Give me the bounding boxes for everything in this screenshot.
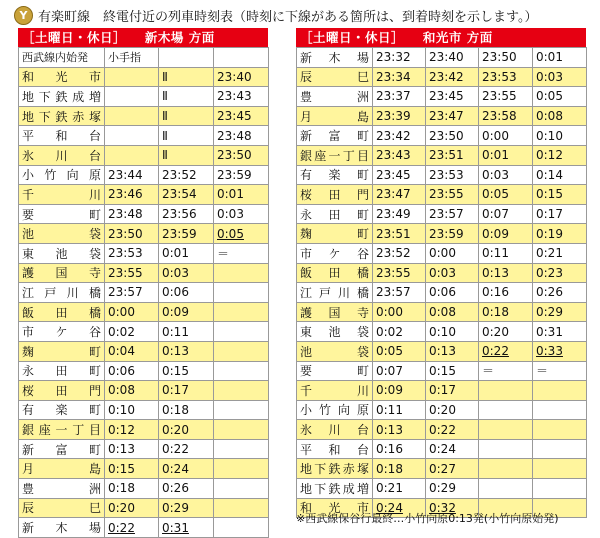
page-title: 有楽町線 終電付近の列車時刻表（時刻に下線がある箇所は、到着時刻を示します。） [38, 9, 538, 25]
timetable-row [297, 185, 587, 205]
departure-time: 23:55 [373, 263, 426, 283]
departure-time: 0:09 [159, 302, 214, 322]
departure-time [214, 361, 269, 381]
timetable-row [19, 400, 269, 420]
station-name: 銀座一丁目 [297, 145, 373, 165]
station-name: 有楽町 [19, 400, 105, 420]
departure-time: 23:45 [426, 87, 479, 107]
station-name: 平和台 [19, 126, 105, 146]
departure-time: 23:39 [373, 106, 426, 126]
departure-time: 0:07 [373, 361, 426, 381]
departure-time [533, 439, 587, 459]
timetable-row [19, 145, 269, 165]
departure-time: 23:53 [105, 243, 159, 263]
departure-time [105, 145, 159, 165]
station-name: 辰巳 [297, 67, 373, 87]
departure-time: 0:27 [426, 459, 479, 479]
departure-time: 0:09 [373, 381, 426, 401]
timetable-row [297, 67, 587, 87]
departure-time: 0:12 [105, 420, 159, 440]
departure-time [479, 400, 533, 420]
departure-time: 0:21 [533, 243, 587, 263]
departure-time: 23:42 [426, 67, 479, 87]
station-name: 護国寺 [297, 302, 373, 322]
departure-time: 0:18 [159, 400, 214, 420]
departure-time: 23:58 [479, 106, 533, 126]
station-name: 地下鉄成増 [19, 87, 105, 107]
right-panel-header [296, 28, 586, 47]
timetable-row [19, 341, 269, 361]
departure-time: 23:40 [426, 48, 479, 68]
departure-time: 0:08 [533, 106, 587, 126]
timetable-row [19, 165, 269, 185]
departure-time [479, 439, 533, 459]
station-name: 飯田橋 [19, 302, 105, 322]
departure-time [214, 498, 269, 518]
departure-time: 0:17 [159, 381, 214, 401]
departure-time [533, 420, 587, 440]
departure-time [479, 420, 533, 440]
departure-time: 0:24 [373, 498, 426, 518]
timetable-row [19, 498, 269, 518]
departure-time: 0:12 [533, 145, 587, 165]
station-name: 飯田橋 [297, 263, 373, 283]
departure-time: 0:03 [533, 67, 587, 87]
timetable-row [297, 48, 587, 68]
departure-time: 0:15 [159, 361, 214, 381]
station-name: 豊洲 [297, 87, 373, 107]
timetable-row [297, 204, 587, 224]
departure-time [533, 459, 587, 479]
timetable-row [297, 381, 587, 401]
departure-time: 23:57 [105, 283, 159, 303]
departure-time: 0:19 [533, 224, 587, 244]
subheader-cell [214, 48, 269, 68]
left-direction-label: 新木場 方面 [144, 30, 215, 45]
station-name: 東池袋 [297, 322, 373, 342]
station-name: 市ケ谷 [297, 243, 373, 263]
timetable-row [297, 87, 587, 107]
departure-time: 0:07 [479, 204, 533, 224]
timetable-row [19, 185, 269, 205]
departure-time: 23:53 [479, 67, 533, 87]
station-name: 市ケ谷 [19, 322, 105, 342]
timetable-row [297, 322, 587, 342]
station-name: 護国寺 [19, 263, 105, 283]
departure-time [214, 459, 269, 479]
departure-time: 23:52 [373, 243, 426, 263]
departure-time: 0:20 [105, 498, 159, 518]
departure-time: 0:22 [479, 341, 533, 361]
departure-time: 0:05 [533, 87, 587, 107]
departure-time: 0:13 [373, 420, 426, 440]
departure-time: 0:20 [426, 400, 479, 420]
departure-time: 0:06 [159, 283, 214, 303]
station-name: 月島 [19, 459, 105, 479]
timetable-row [297, 479, 587, 499]
station-name: 豊洲 [19, 479, 105, 499]
subheader-cell [159, 48, 214, 68]
departure-time: 0:11 [159, 322, 214, 342]
station-name: 永田町 [19, 361, 105, 381]
departure-time [479, 479, 533, 499]
departure-time: 0:08 [105, 381, 159, 401]
departure-time: 0:01 [214, 185, 269, 205]
departure-time [105, 87, 159, 107]
departure-time: 0:01 [159, 243, 214, 263]
station-name: 麹町 [19, 341, 105, 361]
departure-time: 0:21 [373, 479, 426, 499]
departure-time: 23:55 [105, 263, 159, 283]
departure-time: 0:13 [479, 263, 533, 283]
departure-time: 23:32 [373, 48, 426, 68]
left-timetable [18, 47, 269, 538]
timetable-row [19, 243, 269, 263]
timetable-title-bar [14, 4, 537, 26]
departure-time: 0:17 [533, 204, 587, 224]
timetable-row [297, 243, 587, 263]
departure-time: 23:59 [214, 165, 269, 185]
station-name: 要町 [19, 204, 105, 224]
station-name: 麹町 [297, 224, 373, 244]
station-name: 東池袋 [19, 243, 105, 263]
departure-time: 0:08 [426, 302, 479, 322]
departure-time: 0:29 [426, 479, 479, 499]
departure-time: 23:44 [105, 165, 159, 185]
departure-time: 23:47 [426, 106, 479, 126]
timetable-row [19, 361, 269, 381]
timetable-row [297, 224, 587, 244]
station-name: 和光市 [19, 67, 105, 87]
departure-time: 0:15 [105, 459, 159, 479]
departure-time: 0:01 [533, 48, 587, 68]
departure-time: 0:22 [105, 518, 159, 538]
timetable-row [19, 479, 269, 499]
departure-time [214, 381, 269, 401]
timetable-row [297, 283, 587, 303]
departure-time: 0:03 [426, 263, 479, 283]
departure-time: 0:22 [426, 420, 479, 440]
departure-time [214, 322, 269, 342]
timetable-row [297, 341, 587, 361]
departure-time: 23:48 [105, 204, 159, 224]
departure-time [214, 400, 269, 420]
departure-time: Ⅱ [159, 126, 214, 146]
departure-time [533, 381, 587, 401]
departure-time: 0:10 [105, 400, 159, 420]
timetable-row [19, 381, 269, 401]
right-timetable-body [297, 48, 587, 518]
departure-time: 0:14 [533, 165, 587, 185]
departure-time: 23:34 [373, 67, 426, 87]
departure-time: 0:23 [533, 263, 587, 283]
departure-time [479, 381, 533, 401]
departure-time: 0:06 [105, 361, 159, 381]
station-name: 月島 [297, 106, 373, 126]
departure-time: 0:04 [105, 341, 159, 361]
departure-time: 23:59 [426, 224, 479, 244]
departure-time: Ⅱ [159, 106, 214, 126]
departure-time: 0:01 [479, 145, 533, 165]
station-name: 和光市 [297, 498, 373, 518]
departure-time: 0:18 [373, 459, 426, 479]
station-name: 有楽町 [297, 165, 373, 185]
timetable-row [19, 106, 269, 126]
departure-time: 0:00 [105, 302, 159, 322]
departure-time: 23:50 [426, 126, 479, 146]
departure-time: 0:15 [426, 361, 479, 381]
departure-time: 0:18 [105, 479, 159, 499]
departure-time: 0:24 [426, 439, 479, 459]
departure-time: 0:05 [373, 341, 426, 361]
station-name: 小竹向原 [19, 165, 105, 185]
departure-time: 23:40 [214, 67, 269, 87]
station-name: 池袋 [297, 341, 373, 361]
timetable-row [297, 361, 587, 381]
kotesashi-label: 小手指 [105, 48, 159, 68]
departure-time: 0:31 [533, 322, 587, 342]
seibu-origin-label: 西武線内始発 [19, 48, 105, 68]
timetable-row [297, 145, 587, 165]
station-name: 桜田門 [297, 185, 373, 205]
departure-time: 23:50 [479, 48, 533, 68]
station-name: 小竹向原 [297, 400, 373, 420]
departure-time [214, 302, 269, 322]
departure-time: 0:00 [373, 302, 426, 322]
departure-time [214, 341, 269, 361]
departure-time: 0:33 [533, 341, 587, 361]
timetable-row [19, 224, 269, 244]
right-day-label: ［土曜日・休日］ [300, 30, 405, 45]
departure-time: 0:26 [533, 283, 587, 303]
station-name: 江戸川橋 [297, 283, 373, 303]
departure-time: Ⅱ [159, 67, 214, 87]
timetable-row [19, 420, 269, 440]
departure-time: 0:16 [479, 283, 533, 303]
left-subheader-row [19, 48, 269, 68]
departure-time: 23:57 [373, 283, 426, 303]
departure-time: Ⅱ [159, 87, 214, 107]
departure-time: ＝ [214, 243, 269, 263]
departure-time: 0:16 [373, 439, 426, 459]
departure-time: 23:43 [214, 87, 269, 107]
timetable-row [19, 283, 269, 303]
shinkiba-bound-timetable [18, 28, 268, 538]
timetable-row [19, 67, 269, 87]
left-timetable-body [19, 48, 269, 538]
station-name: 氷川台 [19, 145, 105, 165]
departure-time: 0:03 [159, 263, 214, 283]
station-name: 千川 [297, 381, 373, 401]
departure-time: 0:13 [159, 341, 214, 361]
timetable-row [19, 459, 269, 479]
station-name: 要町 [297, 361, 373, 381]
station-name: 地下鉄赤塚 [19, 106, 105, 126]
timetable-row [19, 302, 269, 322]
departure-time: 23:42 [373, 126, 426, 146]
departure-time [214, 518, 269, 538]
station-name: 桜田門 [19, 381, 105, 401]
departure-time: 23:57 [426, 204, 479, 224]
departure-time [214, 283, 269, 303]
departure-time: 0:00 [426, 243, 479, 263]
station-name: 池袋 [19, 224, 105, 244]
departure-time: 0:29 [533, 302, 587, 322]
departure-time: 23:45 [373, 165, 426, 185]
departure-time: 0:06 [426, 283, 479, 303]
departure-time: 23:55 [479, 87, 533, 107]
departure-time: 0:11 [373, 400, 426, 420]
timetable-row [297, 126, 587, 146]
timetable-row [297, 165, 587, 185]
station-name: 氷川台 [297, 420, 373, 440]
timetable-row [19, 87, 269, 107]
departure-time: 23:50 [105, 224, 159, 244]
departure-time: 0:05 [214, 224, 269, 244]
station-name: 千川 [19, 185, 105, 205]
departure-time: ＝ [533, 361, 587, 381]
station-name: 地下鉄成増 [297, 479, 373, 499]
departure-time: 0:32 [426, 498, 479, 518]
departure-time: 0:00 [479, 126, 533, 146]
left-panel-header [18, 28, 268, 47]
departure-time: 23:56 [159, 204, 214, 224]
departure-time: 23:37 [373, 87, 426, 107]
timetable-row [19, 518, 269, 538]
timetable-row [19, 263, 269, 283]
timetable-row [297, 459, 587, 479]
departure-time: 0:02 [373, 322, 426, 342]
departure-time [214, 263, 269, 283]
departure-time: 0:31 [159, 518, 214, 538]
station-name: 辰巳 [19, 498, 105, 518]
wakoshi-bound-timetable [296, 28, 586, 518]
timetable-row [19, 204, 269, 224]
departure-time: 0:13 [105, 439, 159, 459]
departure-time: 0:10 [426, 322, 479, 342]
departure-time [479, 459, 533, 479]
timetable-row [19, 439, 269, 459]
departure-time: 23:47 [373, 185, 426, 205]
departure-time [214, 439, 269, 459]
station-name: 新木場 [297, 48, 373, 68]
departure-time: 0:11 [479, 243, 533, 263]
departure-time: 23:46 [105, 185, 159, 205]
departure-time: 0:24 [159, 459, 214, 479]
yurakucho-line-logo-icon: Y [14, 6, 33, 25]
departure-time: 0:05 [479, 185, 533, 205]
timetable-row [297, 263, 587, 283]
station-name: 永田町 [297, 204, 373, 224]
timetable-row [297, 400, 587, 420]
departure-time: 0:09 [479, 224, 533, 244]
departure-time [105, 106, 159, 126]
departure-time: 0:10 [533, 126, 587, 146]
station-name: 銀座一丁目 [19, 420, 105, 440]
departure-time: 23:55 [426, 185, 479, 205]
departure-time: 0:15 [533, 185, 587, 205]
station-name: 地下鉄赤塚 [297, 459, 373, 479]
station-name: 江戸川橋 [19, 283, 105, 303]
departure-time: 0:03 [214, 204, 269, 224]
departure-time: 23:48 [214, 126, 269, 146]
departure-time: 23:50 [214, 145, 269, 165]
departure-time: 0:13 [426, 341, 479, 361]
departure-time: 0:26 [159, 479, 214, 499]
departure-time: 23:49 [373, 204, 426, 224]
departure-time: 0:22 [159, 439, 214, 459]
departure-time: 0:17 [426, 381, 479, 401]
timetable-row [297, 302, 587, 322]
departure-time: 0:02 [105, 322, 159, 342]
departure-time: 23:51 [426, 145, 479, 165]
timetable-row [19, 322, 269, 342]
departure-time: 0:18 [479, 302, 533, 322]
departure-time: 23:54 [159, 185, 214, 205]
departure-time: 0:29 [159, 498, 214, 518]
departure-time [105, 126, 159, 146]
station-name: 新富町 [297, 126, 373, 146]
departure-time: 23:52 [159, 165, 214, 185]
departure-time: 23:59 [159, 224, 214, 244]
seibu-last-train-note: ※西武線保谷行最終…小竹向原0:13発(小竹向原始発) [296, 512, 559, 525]
departure-time [533, 479, 587, 499]
departure-time: 0:20 [479, 322, 533, 342]
departure-time [105, 67, 159, 87]
right-direction-label: 和光市 方面 [422, 30, 493, 45]
departure-time: ＝ [479, 361, 533, 381]
timetable-row [297, 439, 587, 459]
timetable-row [297, 420, 587, 440]
departure-time: Ⅱ [159, 145, 214, 165]
station-name: 平和台 [297, 439, 373, 459]
departure-time: 23:51 [373, 224, 426, 244]
departure-time: 0:03 [479, 165, 533, 185]
departure-time: 23:45 [214, 106, 269, 126]
timetable-row [19, 126, 269, 146]
departure-time [214, 479, 269, 499]
timetable-row [297, 106, 587, 126]
right-timetable [296, 47, 587, 518]
station-name: 新富町 [19, 439, 105, 459]
left-day-label: ［土曜日・休日］ [22, 30, 127, 45]
departure-time [533, 400, 587, 420]
departure-time: 0:20 [159, 420, 214, 440]
departure-time: 23:43 [373, 145, 426, 165]
departure-time: 23:53 [426, 165, 479, 185]
station-name: 新木場 [19, 518, 105, 538]
departure-time [214, 420, 269, 440]
